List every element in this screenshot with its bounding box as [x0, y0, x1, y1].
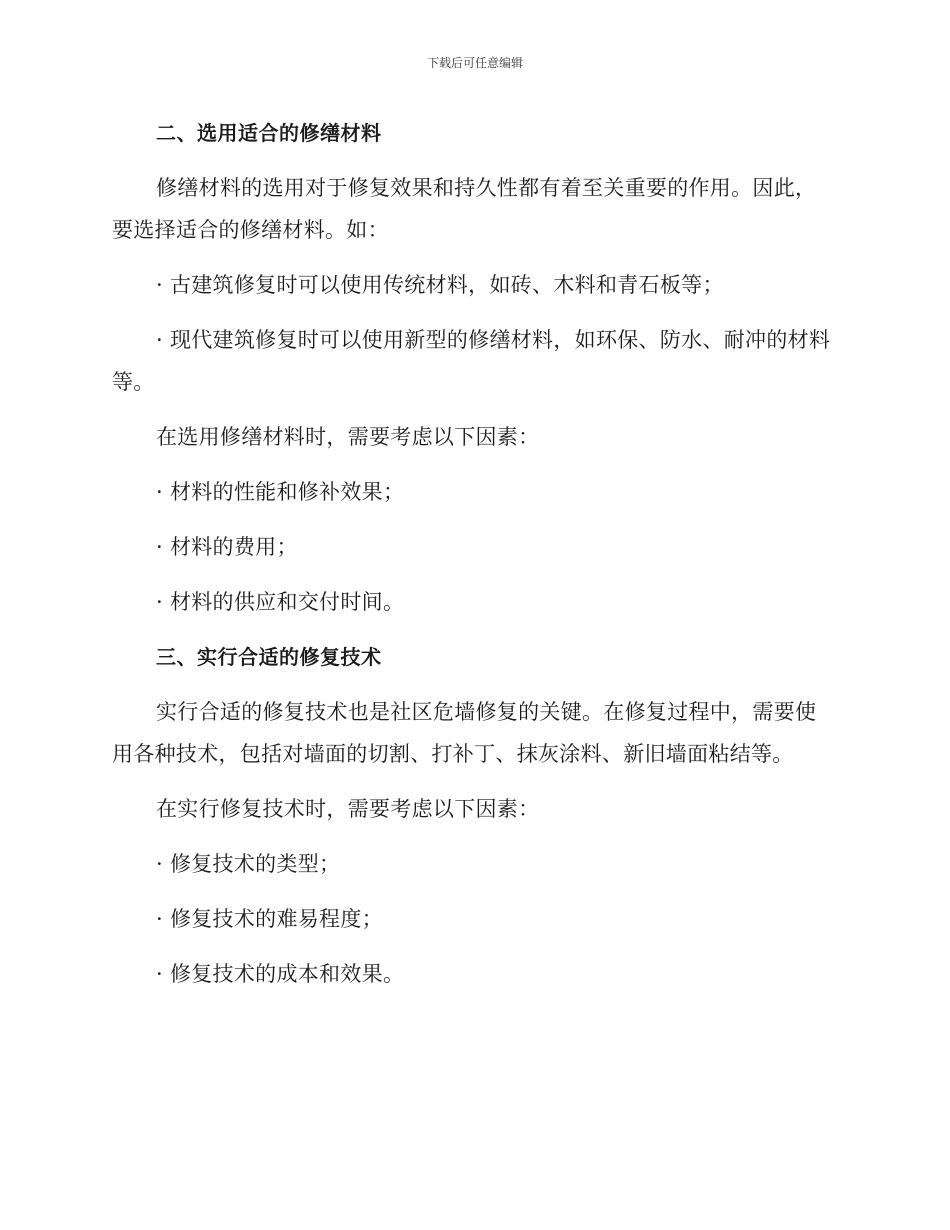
section-2-heading: 二、选用适合的修缮材料: [156, 121, 382, 145]
list-item: · 现代建筑修复时可以使用新型的修缮材料，如环保、防水、耐冲的材料等。: [112, 328, 831, 394]
page-header: 下载后可任意编辑: [426, 56, 523, 70]
list-item: · 修复技术的成本和效果。: [156, 962, 405, 986]
list-item: · 古建筑修复时可以使用传统材料，如砖、木料和青石板等；: [156, 273, 724, 297]
list-item: · 材料的性能和修补效果；: [156, 480, 405, 504]
list-item: · 材料的供应和交付时间。: [156, 590, 405, 614]
section-3-factors-intro: 在实行修复技术时，需要考虑以下因素：: [156, 797, 540, 821]
list-item: · 修复技术的类型；: [156, 852, 341, 876]
document-body: [112, 112, 834, 995]
section-3-heading: 三、实行合适的修复技术: [156, 645, 382, 669]
list-item: · 修复技术的难易程度；: [156, 907, 383, 931]
section-2-factors-intro: 在选用修缮材料时，需要考虑以下因素：: [156, 425, 540, 449]
section-3-intro: 实行合适的修复技术也是社区危墙修复的关键。在修复过程中，需要使用各种技术，包括对墙面的切割、打补丁、抹灰涂料、新旧墙面粘结等。: [112, 700, 817, 766]
section-2-intro: 修缮材料的选用对于修复效果和持久性都有着至关重要的作用。因此，要选择适合的修缮材料。如：: [112, 176, 817, 242]
list-item: · 材料的费用；: [156, 535, 298, 559]
